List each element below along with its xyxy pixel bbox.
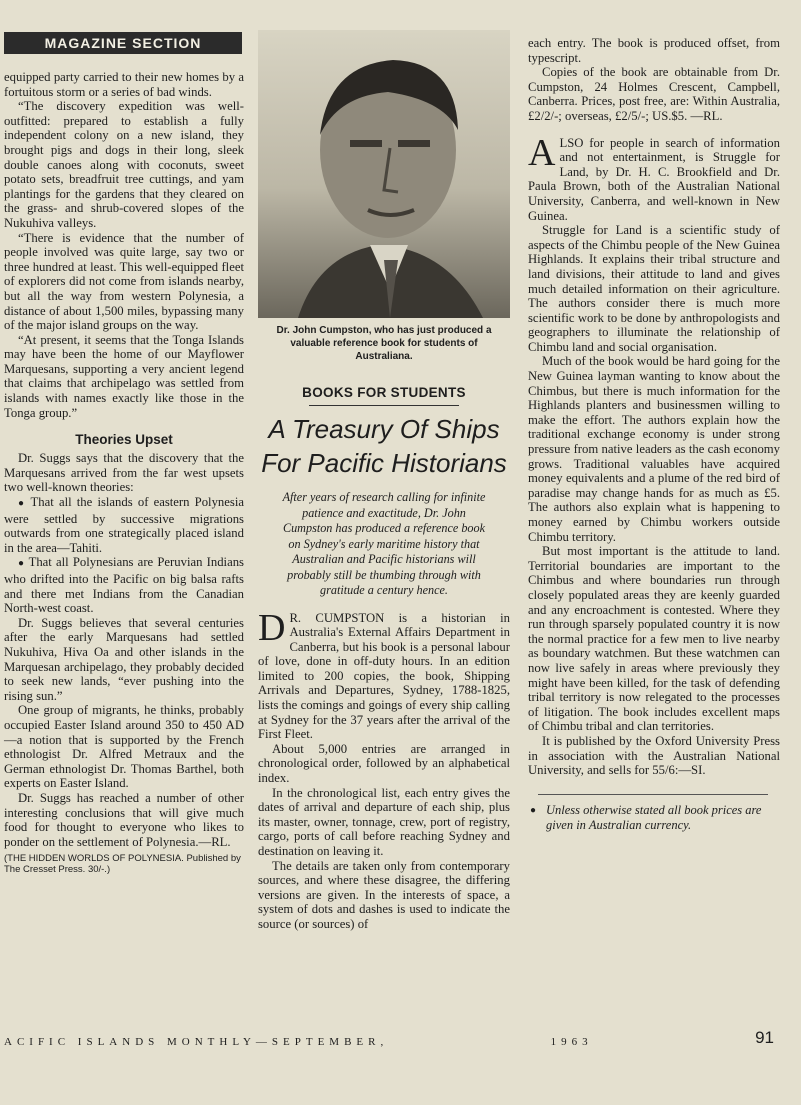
- divider: [538, 794, 768, 795]
- body-paragraph: Dr. Suggs says that the discovery that the Marquesans arrived from the far west upsets two well-known theories:: [4, 451, 244, 495]
- lead-text: R. CUMPSTON is a historian in Australia's External Affairs Department in Canberra, but his book is a personal labour of love, done in off-duty hours. In an edition limited to 200 copies, the book, Shipping Arrivals and Departures, Sydney, 1788-1825, lists the comings and goings of every ship calling at Sydney for the 37 years after the arrival of the First Fleet.: [258, 610, 510, 742]
- bullet-paragraph: ● That all Polynesians are Peruvian Indians who drifted into the Pacific on big balsa rafts and there met Indians from the Canadian North-west coast.: [4, 555, 244, 615]
- photo-caption: Dr. John Cumpston, who has just produced a valuable reference book for students of Australiana.: [276, 325, 492, 362]
- portrait-illustration: [258, 30, 510, 318]
- lead-text: LSO for people in search of information and not entertainment, is Struggle for Land, by Dr. H. C. Brookfield and Dr. Paula Brown, both of the Australian National University, Canberra, and well-known in New Guinea.: [528, 135, 780, 223]
- body-paragraph: One group of migrants, he thinks, probably occupied Easter Island around 350 to 450 AD—a notion that is supported by the French ethnologist Dr. Alfred Metraux and the German ethnologist Dr. Thomas Barthel, both experts on Easter Island.: [4, 703, 244, 791]
- price-footnote: ● Unless otherwise stated all book prices are given in Australian currency.: [528, 803, 780, 833]
- body-paragraph: The details are taken only from contemporary sources, and where these disagree, the differing versions are given. In the interests of space, a system of dots and dashes is used to indicate the source (or sources) of: [258, 858, 510, 931]
- body-paragraph: About 5,000 entries are arranged in chronological order, followed by an alphabetical index.: [258, 741, 510, 786]
- body-paragraph: It is published by the Oxford University Press in association with the Australian National University, and sells for 55/6:—SI.: [528, 733, 780, 778]
- publication-year: 1963: [550, 1036, 593, 1048]
- book-details-note: (THE HIDDEN WORLDS OF POLYNESIA. Published by The Cresset Press. 30/-.): [4, 853, 241, 876]
- subheading: Theories Upset: [75, 432, 173, 448]
- body-paragraph: “There is evidence that the number of people involved was quite large, say two or three hundred at least. This well-equipped fleet of explorers did not come from islands nearby, but all the way from western Polynesia, a distance of about 1,500 miles, bypassing many of the major island groups on the way.: [4, 230, 244, 333]
- body-paragraph: Much of the book would be hard going for the New Guinea layman wanting to know about the Chimbus, but there is much information for the Highlands planters and businessmen willing to make the effort. The authors explain how the traditional exchange economy is under strong pressure from native leaders as the cash economy grows. Traditional valuables have acquired money equivalents and a plume of the red bird of paradise may change hands for as much as £5. The authors also explain what is happening to money earned by Chimbu workers outside Chimbu territory.: [528, 354, 780, 544]
- body-paragraph: “The discovery expedition was well-outfitted: prepared to establish a fully independent colony on a new island, they brought pigs and dogs in their long, sleek double canoes along with coconuts, sweet potato sets, breadfruit tree cuttings, and yam plantings for the gardens that they cleared on the grass- and shrub-covered slopes of the Nukuhiva valleys.: [4, 99, 244, 230]
- portrait-photo: [258, 30, 510, 318]
- headline: A Treasury Of Ships For Pacific Historians: [261, 414, 507, 478]
- section-label: MAGAZINE SECTION: [4, 32, 242, 54]
- page-number: 91: [755, 1028, 774, 1047]
- body-paragraph: Struggle for Land is a scientific study of aspects of the Chimbu people of the New Guinea Highlands. It explains their tribal structure and land divisions, their attitude to land and gives much detailed information on their agriculture. The authors consider there is much more scientific work to be done by anthropologists and geographers to illuminate the relationship of Chimbu land and social organisation.: [528, 223, 780, 354]
- body-paragraph: “At present, it seems that the Tonga Islands may have been the home of our Mayflower Marquesans, supporting a very ancient legend that claims that archipelago was settled from islands with names exactly like those in the Tonga group.”: [4, 332, 244, 420]
- body-paragraph: equipped party carried to their new homes by a fortuitous storm or a series of bad winds.: [4, 70, 244, 99]
- body-paragraph: In the chronological list, each entry gives the dates of arrival and departure of each ship, plus its master, owner, tonnage, crew, port of registry, cargo, ports of call before reaching Sydney and destination on leaving it.: [258, 785, 510, 858]
- bullet-paragraph: ● That all the islands of eastern Polynesia were settled by successive migrations outwards from one strategically placed island in the area—Tahiti.: [4, 495, 244, 555]
- body-paragraph: Dr. Suggs believes that several centuries after the early Marquesans had settled Nukuhiva, Hiva Oa and other islands in the Marquesan archipelago, they probably decided to seek new lands, “ever pushing into the rising sun.”: [4, 615, 244, 703]
- kicker-rule: [309, 405, 459, 406]
- body-paragraph: But most important is the attitude to land. Territorial boundaries are important to the Chimbus and where boundaries run through closely populated areas they are keenly guarded and any encroachment is contested. Where they run through sparsely populated country it is now the normal practice for a few men to live nearby as boundary watchmen. But these watchmen can now live safely in areas where previously they might have been killed, for the task of defending tribal territory is now relegated to the processes of litigation. The book includes excellent maps of Chimbu tribal and clan territories.: [528, 544, 780, 734]
- kicker: BOOKS FOR STUDENTS: [302, 385, 466, 400]
- standfirst: After years of research calling for infinite patience and exactitude, Dr. John Cumpston has produced a reference book on Sydney's early maritime history that Australian and Pacific historians will probably still be thumbing through with gratitude a century hence.: [282, 490, 486, 597]
- page-footer: [4, 1028, 774, 1048]
- body-paragraph: each entry. The book is produced offset, from typescript.: [528, 36, 780, 65]
- publication-name: ACIFIC ISLANDS MONTHLY—SEPTEMBER,: [4, 1036, 389, 1048]
- left-column: [4, 0, 244, 875]
- drop-cap: A: [528, 131, 556, 174]
- lead-paragraph: [258, 606, 510, 742]
- body-paragraph: Dr. Suggs has reached a number of other interesting conclusions that will give much food for thought to everyone who likes to ponder on the settlement of Polynesia.—RL.: [4, 790, 244, 849]
- body-paragraph: Copies of the book are obtainable from Dr. Cumpston, 24 Holmes Crescent, Campbell, Canberra. Prices, post free, are: Within Australia, £2/2/-; overseas, £2/5/-; US.$5. —RL.: [528, 65, 780, 123]
- lead-paragraph: [528, 131, 780, 224]
- drop-cap: D: [258, 606, 286, 649]
- right-column: [528, 0, 780, 833]
- center-column: [258, 0, 510, 932]
